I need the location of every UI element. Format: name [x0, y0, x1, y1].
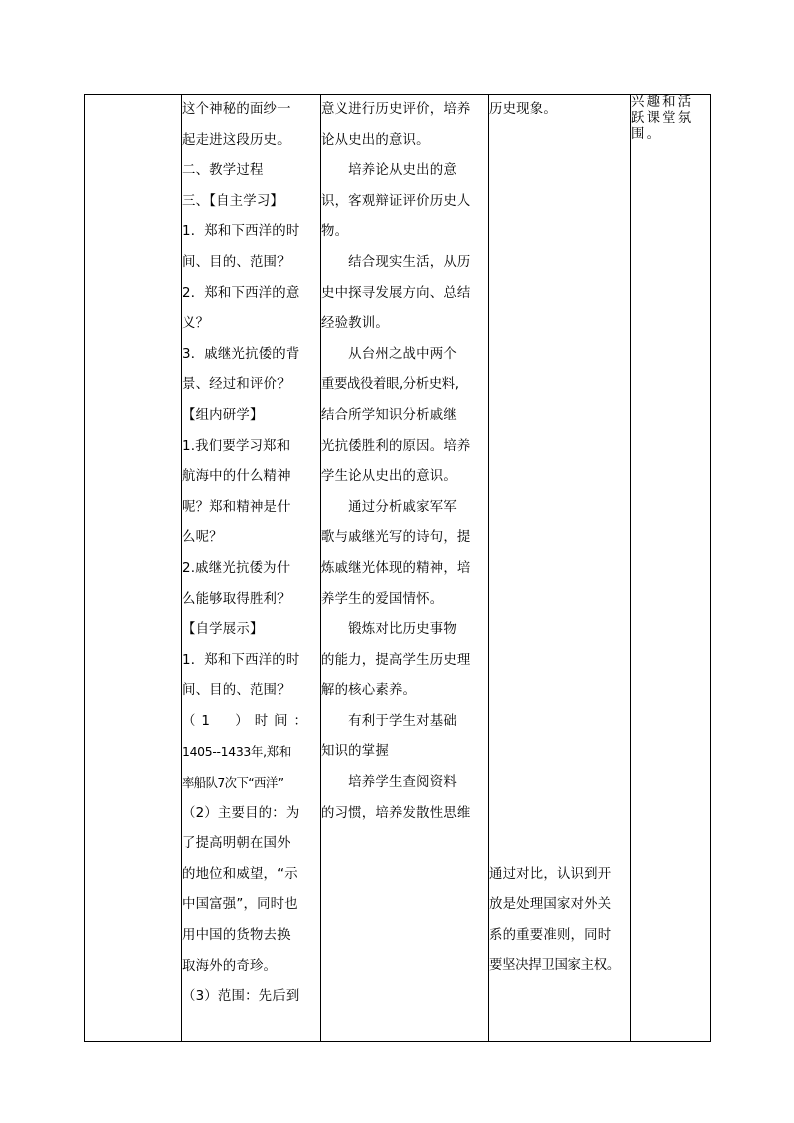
content-line: 中国富强”，同时也	[182, 897, 298, 913]
content-line: 了提高明朝在国外	[182, 836, 291, 852]
content-line: 义？	[182, 316, 210, 332]
content-line: 的能力，提高学生历史理	[321, 652, 471, 668]
content-line: 培养论从史出的意	[321, 163, 457, 179]
content-line: 1．郑和下西洋的时	[182, 224, 300, 240]
content-line: 结合所学知识分析戚继	[321, 407, 457, 423]
cell-notes	[489, 95, 631, 1042]
content-line: 炼戚继光体现的精神，培	[321, 560, 471, 576]
content-line: 景、经过和评价？	[182, 377, 291, 393]
content-line: 养学生的爱国情怀。	[321, 591, 444, 607]
content-line: 的地位和威望，“示	[182, 866, 298, 882]
content-line: 物。	[321, 224, 349, 240]
content-line: 从台州之战中两个	[321, 346, 457, 362]
content-line: 1．郑和下西洋的时	[182, 652, 300, 668]
content-line: 重要战役着眼,分析史料,	[321, 377, 459, 393]
content-line: 识，客观辩证评价历史人	[321, 193, 471, 209]
content-line: 史中探寻发展方向、总结	[321, 285, 471, 301]
content-line: 锻炼对比历史事物	[321, 622, 457, 638]
content-line: 2.戚继光抗倭为什	[182, 560, 291, 576]
content-line: 起走进这段历史。	[182, 132, 291, 148]
cell-blank	[85, 95, 182, 1042]
cell-design-intent	[321, 95, 489, 1042]
content-line: 放是处理国家对外关	[489, 897, 612, 913]
content-line: 结合现实生活，从历	[321, 254, 471, 270]
content-line: 系的重要准则，同时	[489, 927, 612, 943]
cell-teaching-content	[182, 95, 321, 1042]
content-line: 取海外的奇珍。	[182, 958, 278, 974]
table-row	[85, 95, 711, 1042]
content-line: 么能够取得胜利？	[182, 591, 291, 607]
content-line: 培养学生查阅资料	[321, 775, 457, 791]
blank-space	[489, 126, 630, 860]
content-line: 论从史出的意识。	[321, 132, 430, 148]
cell-remarks	[631, 95, 711, 1042]
content-line: 历史现象。	[489, 102, 557, 117]
content-line: 有利于学生对基础	[321, 713, 457, 729]
content-line: 学生论从史出的意识。	[321, 469, 457, 485]
content-line: 光抗倭胜利的原因。培养	[321, 438, 471, 454]
content-line: 要坚决捍卫国家主权。	[489, 958, 620, 974]
content-line: 1405--1433年,郑和	[182, 744, 291, 760]
content-line: 跃课堂氛	[631, 111, 694, 126]
content-line: 1.我们要学习郑和	[182, 438, 291, 454]
content-line: 经验教训。	[321, 316, 389, 332]
content-line: 兴趣和活	[631, 95, 694, 110]
section-heading: 三、【自主学习】	[182, 193, 285, 209]
content-line: 3．戚继光抗倭的背	[182, 346, 300, 362]
content-line: 间、目的、范围？	[182, 683, 291, 699]
content-line: 航海中的什么精神	[182, 469, 291, 485]
content-line: （1 ）时间：	[182, 713, 313, 729]
section-heading: 【自学展示】	[182, 622, 264, 638]
section-heading: 二、教学过程	[182, 163, 264, 179]
content-line: 通过分析戚家军军	[321, 499, 457, 515]
content-line: 2．郑和下西洋的意	[182, 285, 300, 301]
content-line: 通过对比，认识到开	[489, 866, 612, 882]
content-line: 这个神秘的面纱一	[182, 102, 291, 117]
content-line: 间、目的、范围？	[182, 254, 291, 270]
lesson-plan-table	[84, 94, 711, 1042]
content-line: 围。	[631, 127, 663, 142]
content-line: 意义进行历史评价，培养	[321, 102, 471, 117]
content-line: 用中国的货物去换	[182, 928, 291, 944]
content-line: 的习惯，培养发散性思维	[321, 805, 471, 821]
content-line: 歌与戚继光写的诗句，提	[321, 530, 471, 546]
section-heading: 【组内研学】	[182, 407, 264, 423]
content-line: （3）范围：先后到	[182, 989, 300, 1005]
content-line: 么呢？	[182, 530, 223, 546]
content-line: 知识的掌握	[321, 744, 389, 760]
content-line: （2）主要目的：为	[182, 805, 300, 821]
content-line: 解的核心素养。	[321, 683, 417, 699]
content-line: 率船队7次下“西洋”	[182, 775, 284, 791]
content-line: 呢？郑和精神是什	[182, 499, 291, 515]
